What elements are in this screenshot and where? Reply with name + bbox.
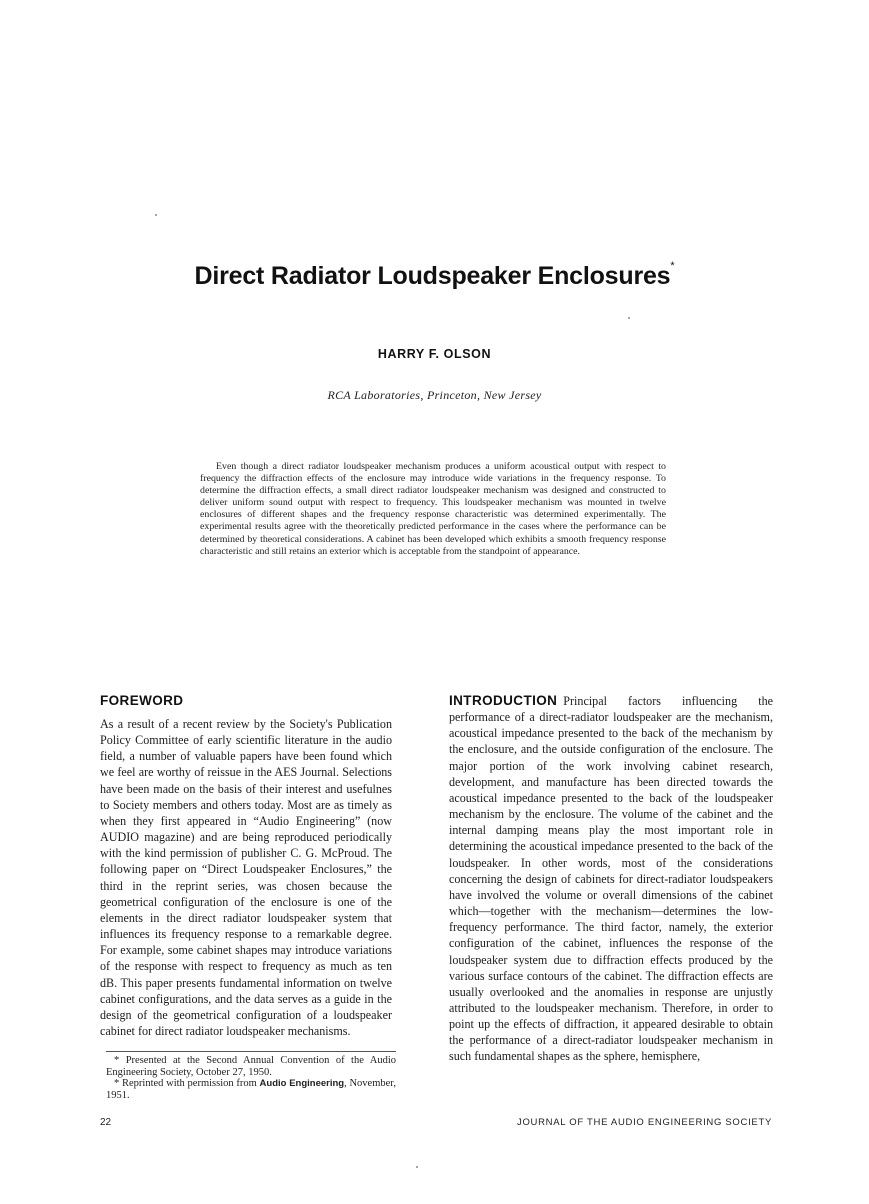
author-name: HARRY F. OLSON [377, 347, 492, 361]
scan-speck [155, 214, 157, 216]
abstract: Even though a direct radiator loudspeaker mechanism produces a uniform acoustical output with respect to frequency the diffraction effects of the enclosure may introduce wide variations in the frequency response. To determine the diffraction effects, a small direct radiator loudspeaker mechanism was designed and constructed to deliver uniform sound output with respect to frequency. This loudspeaker mechanism was mounted in twelve enclosures of different shapes and the frequency response characteristic was determined experimentally. The experimental results agree with the theoretically predicted performance in the cases where the performance can be determined by theoretical considerations. A cabinet has been developed which exhibits a smooth frequency response characteristic and still retains an exterior which is acceptable from the standpoint of appearance. [200, 461, 666, 557]
scan-speck [416, 1166, 418, 1168]
footnotes [106, 1051, 396, 1101]
footnote-source-name: Audio Engineering [259, 1078, 345, 1089]
title-footnote-mark: * [670, 260, 675, 272]
foreword-column [100, 693, 392, 1039]
footnote-presented: * Presented at the Second Annual Convention of the Audio Engineering Society, October 27, 1950. [106, 1055, 396, 1078]
footnote-reprinted-date: , November, 1951. [106, 1078, 396, 1101]
page-number: 22 [100, 1117, 112, 1128]
foreword-text: As a result of a recent review by the Society's Publication Policy Committee of early scientific literature in the audio field, a number of valuable papers have been found which we feel are worthy of reissue in the AES Journal. Selections have been made on the basis of their interest and usefulnes to Society members and others today. Most are as timely as when they first appeared in “Audio Engineering” (now AUDIO magazine) and are being reproduced periodically with the kind permission of publisher C. G. McProud. The following paper on “Direct Loudspeaker Enclosures,” the third in the reprint series, was chosen because the geometrical configuration of the enclosure is one of the elements in the direct radiator loudspeaker system that influences its frequency response to a remarkable degree. For example, some cabinet shapes may introduce variations of the response with respect to frequency as much as ten dB. This paper presents fundamental information on twelve cabinet configurations, and the data serves as a guide in the design of the geometrical configuration of a loudspeaker cabinet for direct radiator loudspeaker mechanisms. [100, 717, 392, 1038]
journal-name: JOURNAL OF THE AUDIO ENGINEERING SOCIETY [517, 1117, 772, 1128]
footnote-reprinted [106, 1078, 396, 1101]
scan-speck [628, 317, 630, 319]
introduction-heading: INTRODUCTION [449, 693, 558, 708]
article-title-text: Direct Radiator Loudspeaker Enclosures [194, 262, 671, 290]
article-title [0, 262, 869, 291]
introduction-text-block [449, 693, 773, 1065]
author-affiliation: RCA Laboratories, Princeton, New Jersey [327, 388, 542, 402]
introduction-column [449, 693, 773, 1065]
footnote-reprinted-lead: * Reprinted with permission from [114, 1078, 260, 1089]
foreword-heading: FOREWORD [100, 693, 184, 708]
introduction-text: Principal factors influencing the performance of a direct-radiator loudspeaker are the mechanism, acoustical impedance presented to the back of the mechanism by the enclosure, and the outside configuration of the enclosure. The major portion of the work involving cabinet research, development, and manufacture has been directed towards the acoustical impedance presented to the back of the loudspeaker mechanism by the enclosure. The volume of the cabinet and the internal damping means play the most important role in determining the acoustical impedance presented to the back of the loudspeaker. In other words, most of the considerations concerning the design of cabinets for direct-radiator loudspeakers have involved the volume or overall dimensions of the cabinet which—together with the mechanism—determines the low-frequency performance. The third factor, namely, the exterior configuration of the cabinet, influences the response of the loudspeaker system due to diffraction effects produced by the various surface contours of the cabinet. The diffraction effects are usually overlooked and the anomalies in response are unjustly attributed to the loudspeaker mechanism. Therefore, in order to point up the effects of diffraction, it appeared desirable to obtain the performance of a direct-radiator loudspeaker mechanism in such fundamental shapes as the sphere, hemisphere, [449, 694, 773, 1064]
